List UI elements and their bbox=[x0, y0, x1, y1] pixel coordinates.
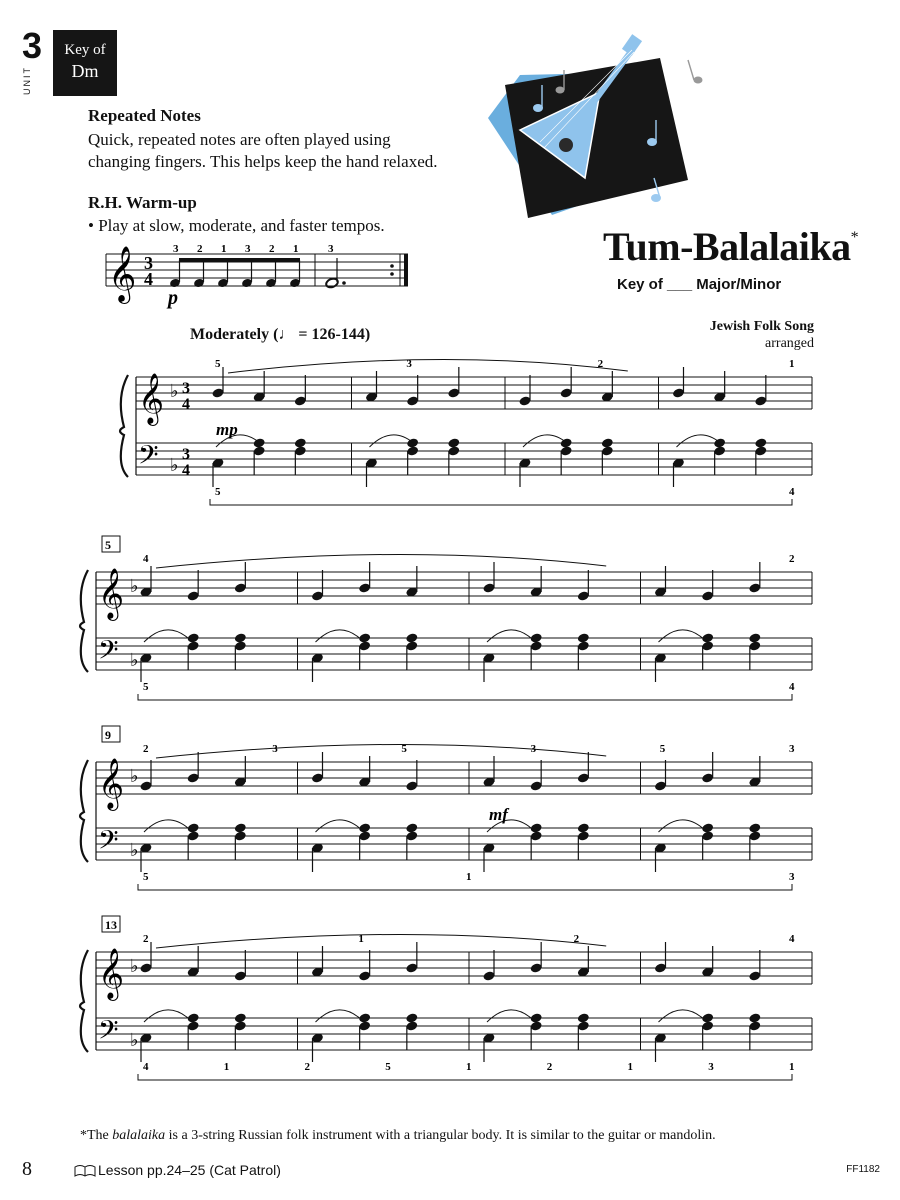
key-signature-flat: ♭ bbox=[130, 1030, 139, 1050]
bass-note bbox=[530, 632, 543, 643]
slur bbox=[487, 1010, 531, 1022]
bass-fingering: 3 bbox=[789, 871, 795, 883]
grand-staff-system bbox=[80, 916, 812, 1080]
measure-number: 13 bbox=[105, 918, 117, 932]
slur bbox=[316, 1010, 360, 1022]
treble-fingering: 3 bbox=[406, 358, 412, 370]
repeated-notes-line2: changing fingers. This helps keep the hand relaxed. bbox=[88, 152, 438, 171]
time-signature-top: 3 bbox=[182, 446, 190, 463]
bass-note bbox=[187, 822, 200, 833]
phrase-slur bbox=[156, 554, 606, 568]
bass-fingering: 1 bbox=[223, 1061, 230, 1073]
tempo-marking: Moderately (♩ = 126-144) bbox=[190, 326, 371, 343]
bass-note bbox=[358, 1012, 371, 1023]
bass-note bbox=[748, 1012, 761, 1023]
slur bbox=[144, 1010, 188, 1022]
treble-clef-icon: 𝄞 bbox=[108, 248, 137, 301]
page-number: 8 bbox=[22, 1158, 32, 1180]
key-signature-flat: ♭ bbox=[130, 576, 139, 596]
bass-note bbox=[187, 632, 200, 643]
bass-note bbox=[358, 632, 371, 643]
key-signature-flat: ♭ bbox=[130, 650, 139, 670]
bass-note bbox=[577, 1012, 590, 1023]
bass-note bbox=[754, 437, 767, 448]
brace bbox=[120, 375, 128, 477]
bass-fingering: 4 bbox=[143, 1061, 149, 1073]
bass-fingering: 2 bbox=[304, 1061, 310, 1073]
slur bbox=[316, 820, 360, 832]
key-signature-flat: ♭ bbox=[130, 840, 139, 860]
key-prompt: Key of ___ Major/Minor bbox=[617, 276, 782, 293]
unit-label: UNIT bbox=[22, 66, 32, 95]
treble-fingering: 2 bbox=[143, 743, 149, 755]
treble-fingering: 2 bbox=[789, 553, 795, 565]
bass-fingering: 1 bbox=[789, 1061, 795, 1073]
bass-fingering: 5 bbox=[215, 486, 221, 498]
warmup-staff bbox=[100, 238, 415, 310]
grand-staff-system bbox=[80, 726, 812, 890]
warmup-heading: R.H. Warm-up bbox=[88, 193, 197, 212]
measure-number: 9 bbox=[105, 728, 111, 742]
treble-clef-icon: 𝄞 bbox=[98, 569, 125, 618]
bass-fingering: 5 bbox=[143, 871, 149, 883]
bass-note bbox=[234, 822, 247, 833]
slur bbox=[370, 435, 414, 447]
bass-note bbox=[748, 632, 761, 643]
footnote-before: *The bbox=[80, 1128, 113, 1143]
bass-note bbox=[701, 822, 714, 833]
warmup-instruction: • Play at slow, moderate, and faster tempos. bbox=[88, 216, 385, 235]
treble-fingering: 2 bbox=[143, 933, 149, 945]
warmup-time-top: 3 bbox=[144, 253, 153, 273]
brace bbox=[80, 760, 88, 862]
key-signature-flat: ♭ bbox=[130, 766, 139, 786]
bass-clef-icon: 𝄢 bbox=[138, 440, 159, 476]
bass-note bbox=[405, 1012, 418, 1023]
catalog-code: FF1182 bbox=[846, 1164, 880, 1175]
treble-fingering: 3 bbox=[789, 743, 795, 755]
treble-fingering: 3 bbox=[530, 743, 537, 755]
bracket-line bbox=[210, 499, 792, 505]
dynamic-marking: mp bbox=[216, 420, 238, 439]
bass-clef-icon: 𝄢 bbox=[98, 1015, 119, 1051]
phrase-slur bbox=[228, 359, 628, 373]
slur bbox=[677, 435, 721, 447]
treble-fingering: 2 bbox=[597, 358, 604, 370]
treble-fingering: 5 bbox=[659, 743, 666, 755]
composer-note: arranged bbox=[765, 336, 814, 351]
bass-note bbox=[358, 822, 371, 833]
bass-fingering: 4 bbox=[789, 681, 795, 693]
key-box-line2: Dm bbox=[71, 61, 99, 81]
warmup-finger: 1 bbox=[221, 243, 227, 255]
repeated-notes-line1: Quick, repeated notes are often played using bbox=[88, 130, 391, 149]
key-signature-flat: ♭ bbox=[130, 956, 139, 976]
bass-fingering: 2 bbox=[546, 1061, 553, 1073]
warmup-dynamic: p bbox=[168, 287, 178, 309]
warmup-time-bottom: 4 bbox=[144, 269, 153, 289]
warmup-finger: 1 bbox=[293, 243, 299, 255]
slur bbox=[659, 630, 703, 642]
slur bbox=[144, 820, 188, 832]
grand-staff-system bbox=[80, 536, 812, 700]
key-signature-flat: ♭ bbox=[170, 455, 179, 475]
treble-fingering: 4 bbox=[789, 933, 795, 945]
time-signature-bottom: 4 bbox=[182, 396, 190, 413]
brace bbox=[80, 950, 88, 1052]
treble-clef-icon: 𝄞 bbox=[98, 949, 125, 998]
slur bbox=[144, 630, 188, 642]
bass-fingering: 1 bbox=[627, 1061, 633, 1073]
bass-note bbox=[405, 822, 418, 833]
dynamic-marking: mf bbox=[489, 805, 508, 824]
treble-fingering: 2 bbox=[573, 933, 580, 945]
key-box bbox=[53, 30, 117, 96]
bracket-line bbox=[138, 884, 792, 890]
lesson-reference: Lesson pp.24–25 (Cat Patrol) bbox=[98, 1162, 281, 1178]
treble-fingering: 1 bbox=[789, 358, 795, 370]
composer: Jewish Folk Song bbox=[709, 319, 814, 334]
bass-fingering: 4 bbox=[789, 486, 795, 498]
warmup-finger: 2 bbox=[269, 243, 275, 255]
key-signature-flat: ♭ bbox=[170, 381, 179, 401]
warmup-finger: 2 bbox=[197, 243, 203, 255]
bass-clef-icon: 𝄢 bbox=[98, 825, 119, 861]
warmup-finger: 3 bbox=[173, 243, 179, 255]
phrase-slur bbox=[156, 934, 606, 948]
bass-fingering: 1 bbox=[466, 1061, 472, 1073]
treble-fingering: 4 bbox=[143, 553, 149, 565]
bass-fingering: 3 bbox=[708, 1061, 714, 1073]
treble-fingering: 3 bbox=[272, 743, 278, 755]
bass-note bbox=[701, 1012, 714, 1023]
treble-fingering: 1 bbox=[358, 933, 364, 945]
brace bbox=[80, 570, 88, 672]
book-icon bbox=[74, 1164, 96, 1178]
title-footnote-mark: * bbox=[850, 229, 859, 246]
bass-note bbox=[748, 822, 761, 833]
bass-note bbox=[530, 1012, 543, 1023]
bass-note bbox=[234, 1012, 247, 1023]
score bbox=[0, 340, 900, 1120]
measure-number: 5 bbox=[105, 538, 111, 552]
bass-fingering: 1 bbox=[466, 871, 472, 883]
slur bbox=[316, 630, 360, 642]
bass-note bbox=[601, 437, 614, 448]
key-box-line1: Key of bbox=[64, 42, 106, 58]
treble-fingering: 5 bbox=[215, 358, 221, 370]
bass-note bbox=[577, 822, 590, 833]
bass-fingering: 5 bbox=[385, 1061, 391, 1073]
balalaika-illustration bbox=[480, 30, 710, 220]
warmup-finger: 3 bbox=[328, 243, 334, 255]
slur bbox=[487, 630, 531, 642]
time-signature-bottom: 4 bbox=[182, 462, 190, 479]
slur bbox=[659, 820, 703, 832]
bass-note bbox=[234, 632, 247, 643]
bracket-line bbox=[138, 1074, 792, 1080]
slur bbox=[523, 435, 567, 447]
bass-note bbox=[530, 822, 543, 833]
phrase-slur bbox=[156, 744, 606, 758]
warmup-finger: 3 bbox=[245, 243, 251, 255]
repeated-notes-heading: Repeated Notes bbox=[88, 106, 201, 125]
bass-note bbox=[701, 632, 714, 643]
piece-title bbox=[603, 223, 858, 270]
bass-fingering: 5 bbox=[143, 681, 149, 693]
footnote-italic: balalaika bbox=[112, 1128, 166, 1143]
bass-note bbox=[187, 1012, 200, 1023]
footnote bbox=[80, 1128, 716, 1144]
bracket-line bbox=[138, 694, 792, 700]
bass-note bbox=[405, 632, 418, 643]
footnote-after: is a 3-string Russian folk instrument with a triangular body. It is similar to the guitar or mandolin. bbox=[165, 1128, 716, 1143]
bass-note bbox=[577, 632, 590, 643]
piece-title-text: Tum-Balalaika bbox=[603, 224, 851, 269]
treble-clef-icon: 𝄞 bbox=[138, 374, 165, 423]
slur bbox=[659, 1010, 703, 1022]
unit-number: 3 bbox=[22, 25, 43, 66]
treble-fingering: 5 bbox=[401, 743, 407, 755]
bass-clef-icon: 𝄢 bbox=[98, 635, 119, 671]
bass-note bbox=[447, 437, 460, 448]
treble-clef-icon: 𝄞 bbox=[98, 759, 125, 808]
time-signature-top: 3 bbox=[182, 380, 190, 397]
bass-note bbox=[294, 437, 307, 448]
